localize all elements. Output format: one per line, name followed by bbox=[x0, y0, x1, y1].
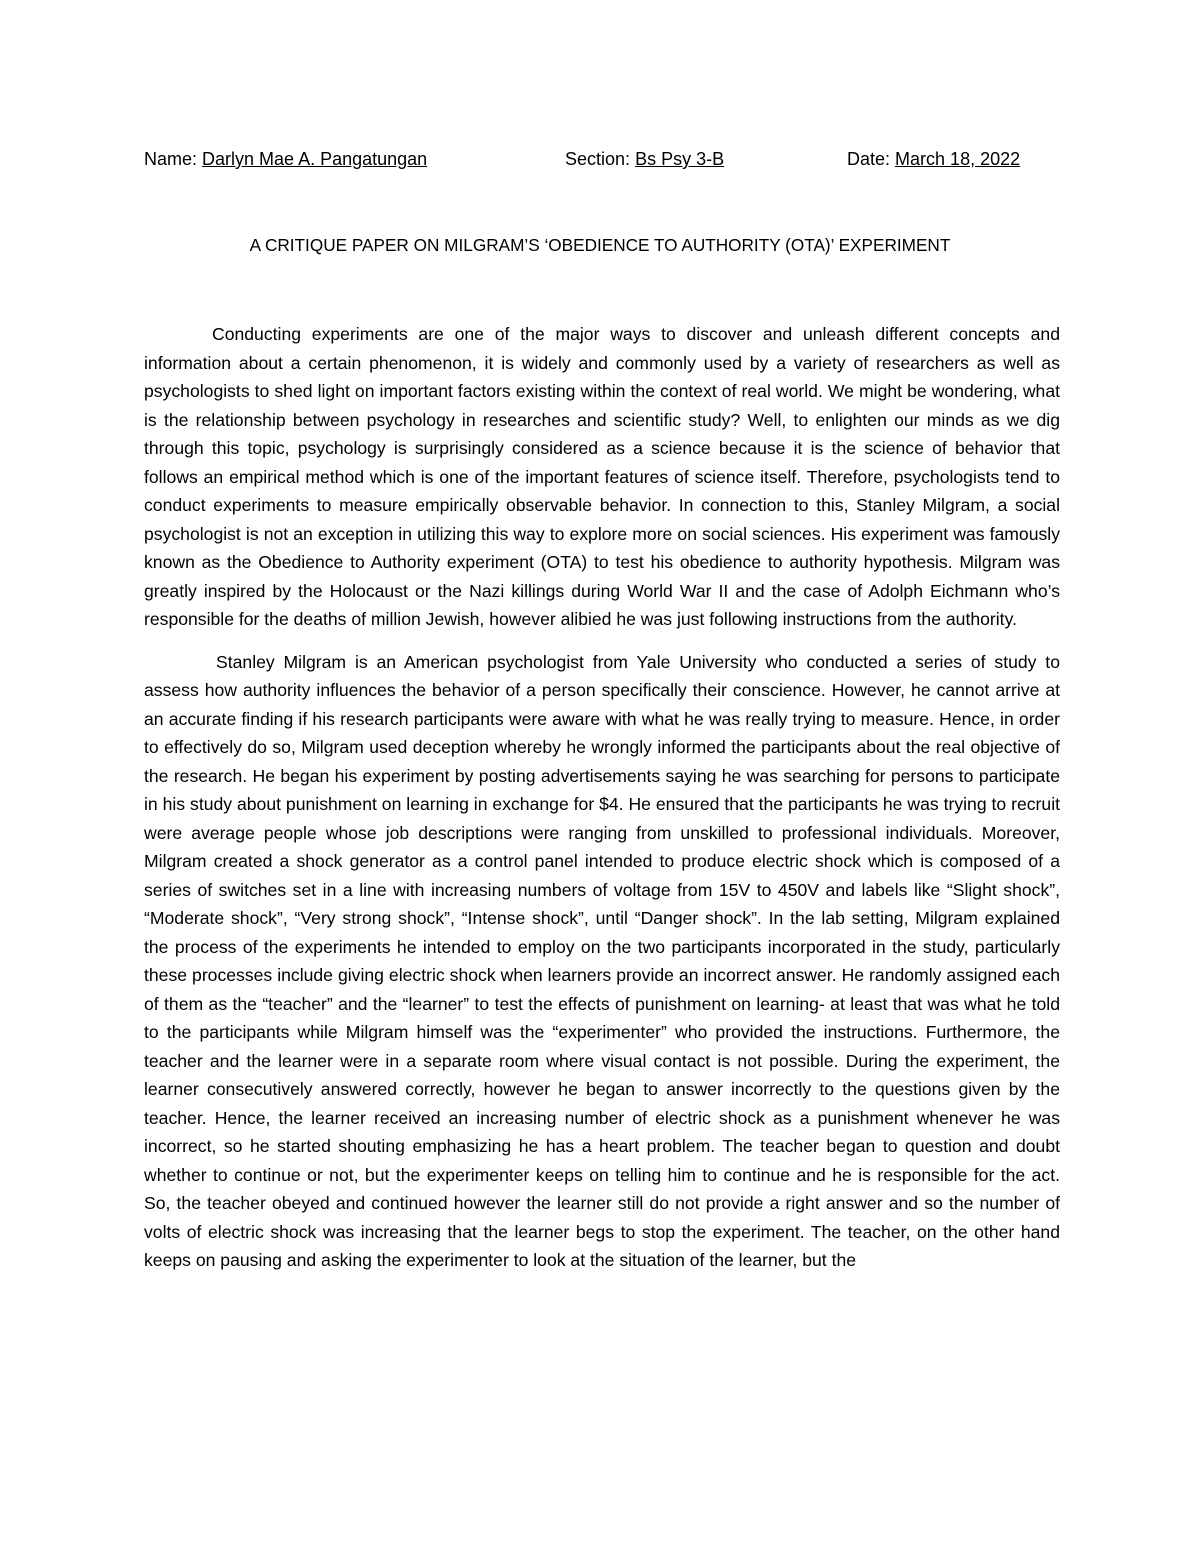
section-field bbox=[565, 146, 724, 172]
body-text bbox=[144, 320, 1060, 1289]
paragraph-1: Conducting experiments are one of the major ways to discover and unleash different concepts and information about a certain phenomenon, it is widely and commonly used by a variety of researchers as well as psychologists to shed light on important factors existing within the context of real world. We might be wondering, what is the relationship between psychology in researches and scientific study? Well, to enlighten our minds as we dig through this topic, psychology is surprisingly considered as a science because it is the science of behavior that follows an empirical method which is one of the important features of science itself. Therefore, psychologists tend to conduct experiments to measure empirically observable behavior. In connection to this, Stanley Milgram, a social psychologist is not an exception in utilizing this way to explore more on social sciences. His experiment was famously known as the Obedience to Authority experiment (OTA) to test his obedience to authority hypothesis. Milgram was greatly inspired by the Holocaust or the Nazi killings during World War II and the case of Adolph Eichmann who’s responsible for the deaths of million Jewish, however alibied he was just following instructions from the authority. bbox=[144, 324, 1060, 629]
section-label: Section: bbox=[565, 149, 631, 169]
paragraph-2: Stanley Milgram is an American psychologist from Yale University who conducted a series of study to assess how authority influences the behavior of a person specifically their conscience. However, he cannot arrive at an accurate finding if his research participants were aware with what he was really trying to measure. Hence, in order to effectively do so, Milgram used deception whereby he wrongly informed the participants about the real objective of the research. He began his experiment by posting advertisements saying he was searching for persons to participate in his study about punishment on learning in exchange for $4. He ensured that the participants he was trying to recruit were average people whose job descriptions were ranging from unskilled to professional individuals. Moreover, Milgram created a shock generator as a control panel intended to produce electric shock which is composed of a series of switches set in a line with increasing numbers of voltage from 15V to 450V and labels like “Slight shock”, “Moderate shock”, “Very strong shock”, “Intense shock”, until “Danger shock”. In the lab setting, Milgram explained the process of the experiments he intended to employ on the two participants incorporated in the study, particularly these processes include giving electric shock when learners provide an incorrect answer. He randomly assigned each of them as the “teacher” and the “learner” to test the effects of punishment on learning- at least that was what he told to the participants while Milgram himself was the “experimenter” who provided the instructions. Furthermore, the teacher and the learner were in a separate room where visual contact is not possible. During the experiment, the learner consecutively answered correctly, however he began to answer incorrectly to the questions given by the teacher. Hence, the learner received an increasing number of electric shock as a punishment whenever he was incorrect, so he started shouting emphasizing he has a heart problem. The teacher began to question and doubt whether to continue or not, but the experimenter keeps on telling him to continue and he is responsible for the act. So, the teacher obeyed and continued however the learner still do not provide a right answer and so the number of volts of electric shock was increasing that the learner begs to stop the experiment. The teacher, on the other hand keeps on pausing and asking the experimenter to look at the situation of the learner, but the bbox=[144, 651, 1060, 1270]
section-value: Bs Psy 3-B bbox=[635, 149, 725, 169]
name-field bbox=[144, 146, 427, 172]
paper-title: A CRITIQUE PAPER ON MILGRAM’S ‘OBEDIENCE TO AUTHORITY (OTA)’ EXPERIMENT bbox=[249, 235, 951, 255]
date-label: Date: bbox=[847, 149, 891, 169]
header-row bbox=[144, 146, 1056, 172]
name-value: Darlyn Mae A. Pangatungan bbox=[202, 149, 428, 169]
name-label: Name: bbox=[144, 149, 198, 169]
date-field bbox=[847, 146, 1020, 172]
date-value: March 18, 2022 bbox=[895, 149, 1021, 169]
